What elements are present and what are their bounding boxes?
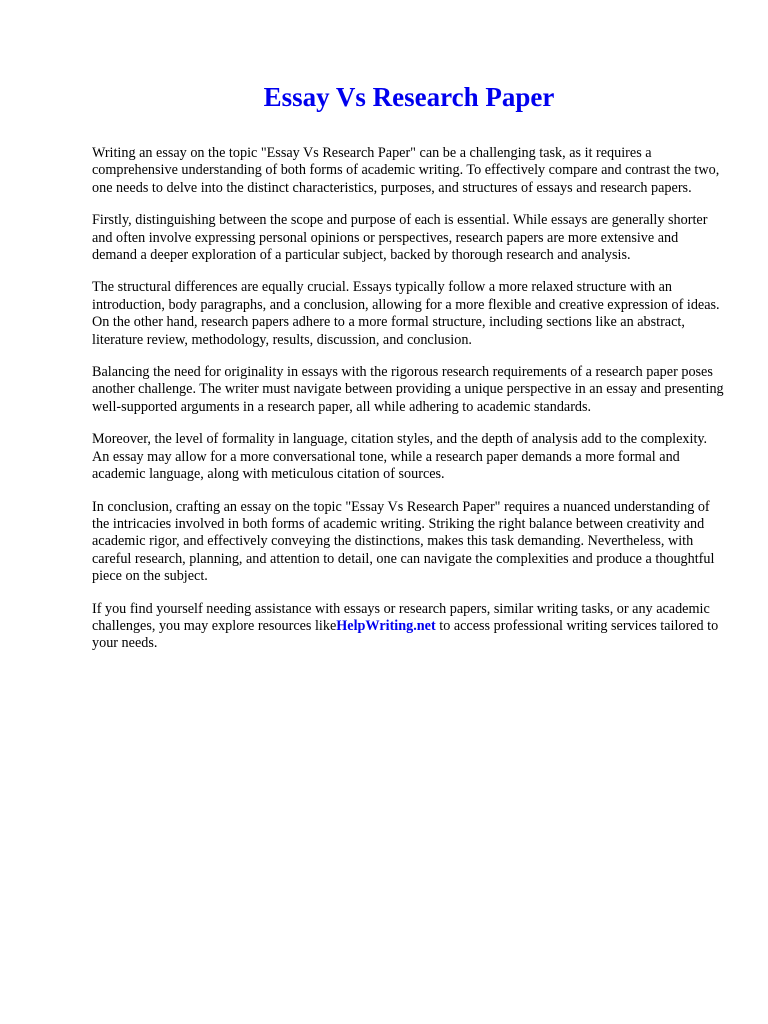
helpwriting-link[interactable]: HelpWriting.net	[336, 617, 436, 634]
paragraph-2: Firstly, distinguishing between the scope and purpose of each is essential. While essays are generally shorter and often involve expressing personal opinions or perspectives, research papers are more extensive and demand a deeper exploration of a particular subject, backed by thorough research and analysis.	[92, 212, 708, 264]
paragraph-6: In conclusion, crafting an essay on the topic "Essay Vs Research Paper" requires a nuanced understanding of the intricacies involved in both forms of academic writing. Striking the right balance between creativity and academic rigor, and effectively conveying the distinctions, makes this task demanding. Nevertheless, with careful research, planning, and attention to detail, one can navigate the complexities and produce a thoughtful piece on the subject.	[92, 498, 715, 585]
page-title: Essay Vs Research Paper	[263, 82, 555, 112]
paragraph-4: Balancing the need for originality in essays with the rigorous research requirements of a research paper poses another challenge. The writer must navigate between providing a unique perspective in an essay and presenting well-supported arguments in a research paper, all while adhering to academic standards.	[92, 364, 724, 415]
paragraph-7-lead: If you find yourself needing assistance with essays or research papers, similar writing tasks, or any academic challenges, you may explore resources like	[92, 600, 710, 634]
paragraph-1: Writing an essay on the topic "Essay Vs Research Paper" can be a challenging task, as it requires a comprehensive understanding of both forms of academic writing. To effectively compare and contrast the two, one needs to delve into the distinct characteristics, purposes, and structures of essays and research papers.	[92, 145, 720, 196]
paragraph-5: Moreover, the level of formality in language, citation styles, and the depth of analysis add to the complexity. An essay may allow for a more conversational tone, while a research paper demands a more formal and academic language, along with meticulous citation of sources.	[92, 431, 708, 483]
paragraph-3: The structural differences are equally crucial. Essays typically follow a more relaxed structure with an introduction, body paragraphs, and a conclusion, allowing for a more flexible and creative expression of ideas. On the other hand, research papers adhere to a more formal structure, including sections like an abstract, literature review, methodology, results, discussion, and conclusion.	[92, 279, 720, 348]
paragraph-7-tail: to access professional writing services tailored to your needs.	[92, 617, 719, 652]
paragraph-7	[92, 601, 724, 653]
document-body	[92, 145, 724, 668]
